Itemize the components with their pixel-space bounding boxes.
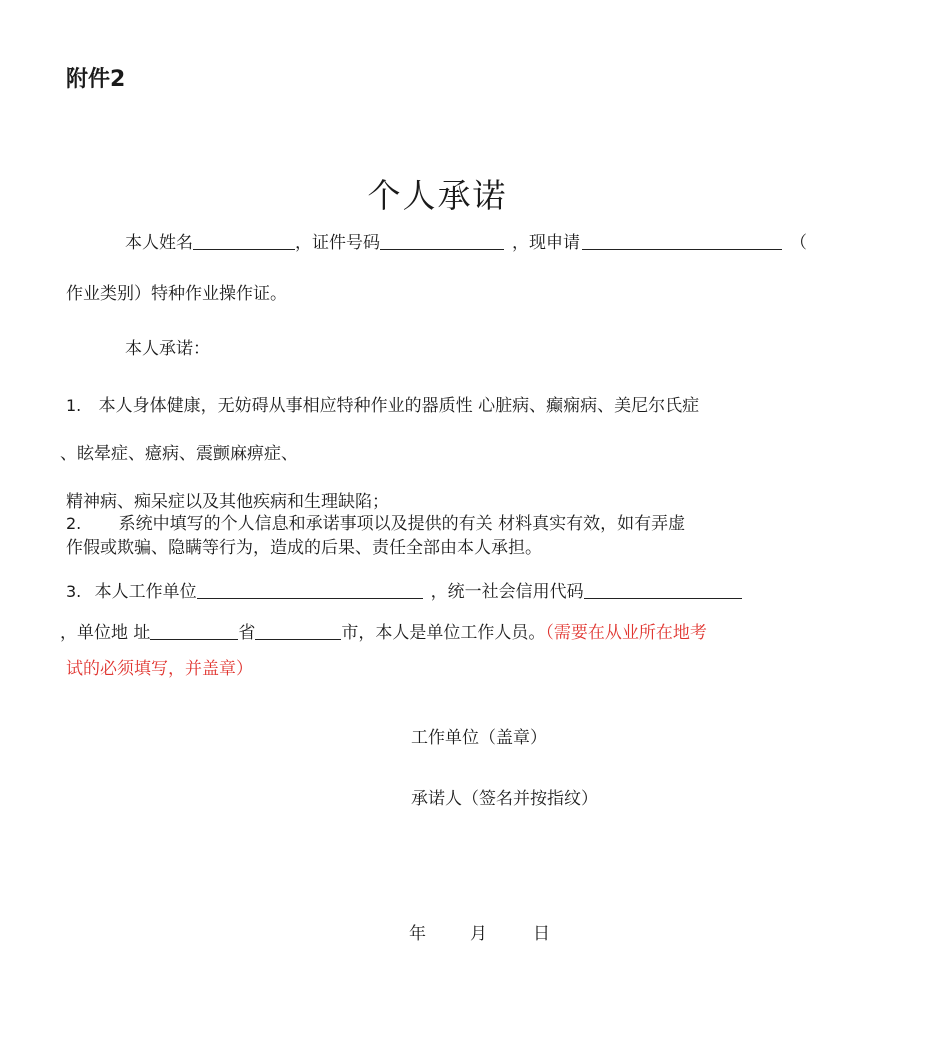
item1-text-b: 、眩晕症、癔病、震颤麻痹症、 [60,444,298,464]
city-field[interactable] [255,623,341,640]
credit-code-field[interactable] [584,582,742,599]
id-number-label: ，证件号码 [295,233,380,253]
applicant-line [125,228,807,253]
date-year: 年 [409,924,426,944]
id-number-field[interactable] [380,233,504,250]
item3-line-b [60,618,707,643]
date-month: 月 [470,924,487,944]
item1-number: 1. [66,396,82,415]
date-day: 日 [533,924,550,944]
operation-type-line: 作业类别）特种作业操作证。 [66,284,287,304]
work-unit-field[interactable] [197,582,423,599]
apply-label: ，现申请 [512,233,580,253]
item2-line-a [66,509,685,534]
open-paren: （ [790,233,807,253]
province-label: 省 [238,623,256,643]
item3-line-a [66,577,742,602]
item1-text-a: 本人身体健康，无妨碍从事相应特种作业的器质性 心脏病、癫痫病、美尼尔氏症 [98,396,700,416]
address-label: ，单位地 址 [60,623,151,643]
name-field[interactable] [193,233,295,250]
job-type-field[interactable] [582,233,782,250]
name-label: 本人姓名 [125,233,193,253]
work-unit-label: 本人工作单位 [94,582,197,602]
item1-text-c: 精神病、痴呆症以及其他疾病和生理缺陷； [66,492,389,512]
item2-number: 2. [66,514,82,533]
work-unit-stamp-label: 工作单位（盖章） [411,728,547,748]
item2-text-a: 系统中填写的个人信息和承诺事项以及提供的有关 材料真实有效，如有弄虚 [118,514,686,534]
exam-location-note-a: （需要在从业所在地考 [545,623,707,643]
promise-intro: 本人承诺： [125,339,210,359]
item1-line-a [66,391,699,416]
province-field[interactable] [150,623,238,640]
promiser-signature-label: 承诺人（签名并按指纹） [411,789,598,809]
exam-location-note-b: 试的必须填写，并盖章） [66,659,253,679]
page-title: 个人承诺 [367,176,508,215]
item2-text-b: 作假或欺骗、隐瞒等行为，造成的后果、责任全部由本人承担。 [66,538,542,558]
credit-code-label: ，统一社会信用代码 [430,582,584,602]
attachment-label: 附件2 [66,67,126,92]
item3-number: 3. [66,582,82,601]
city-label: 市，本人是单位工作人员。 [341,623,546,643]
